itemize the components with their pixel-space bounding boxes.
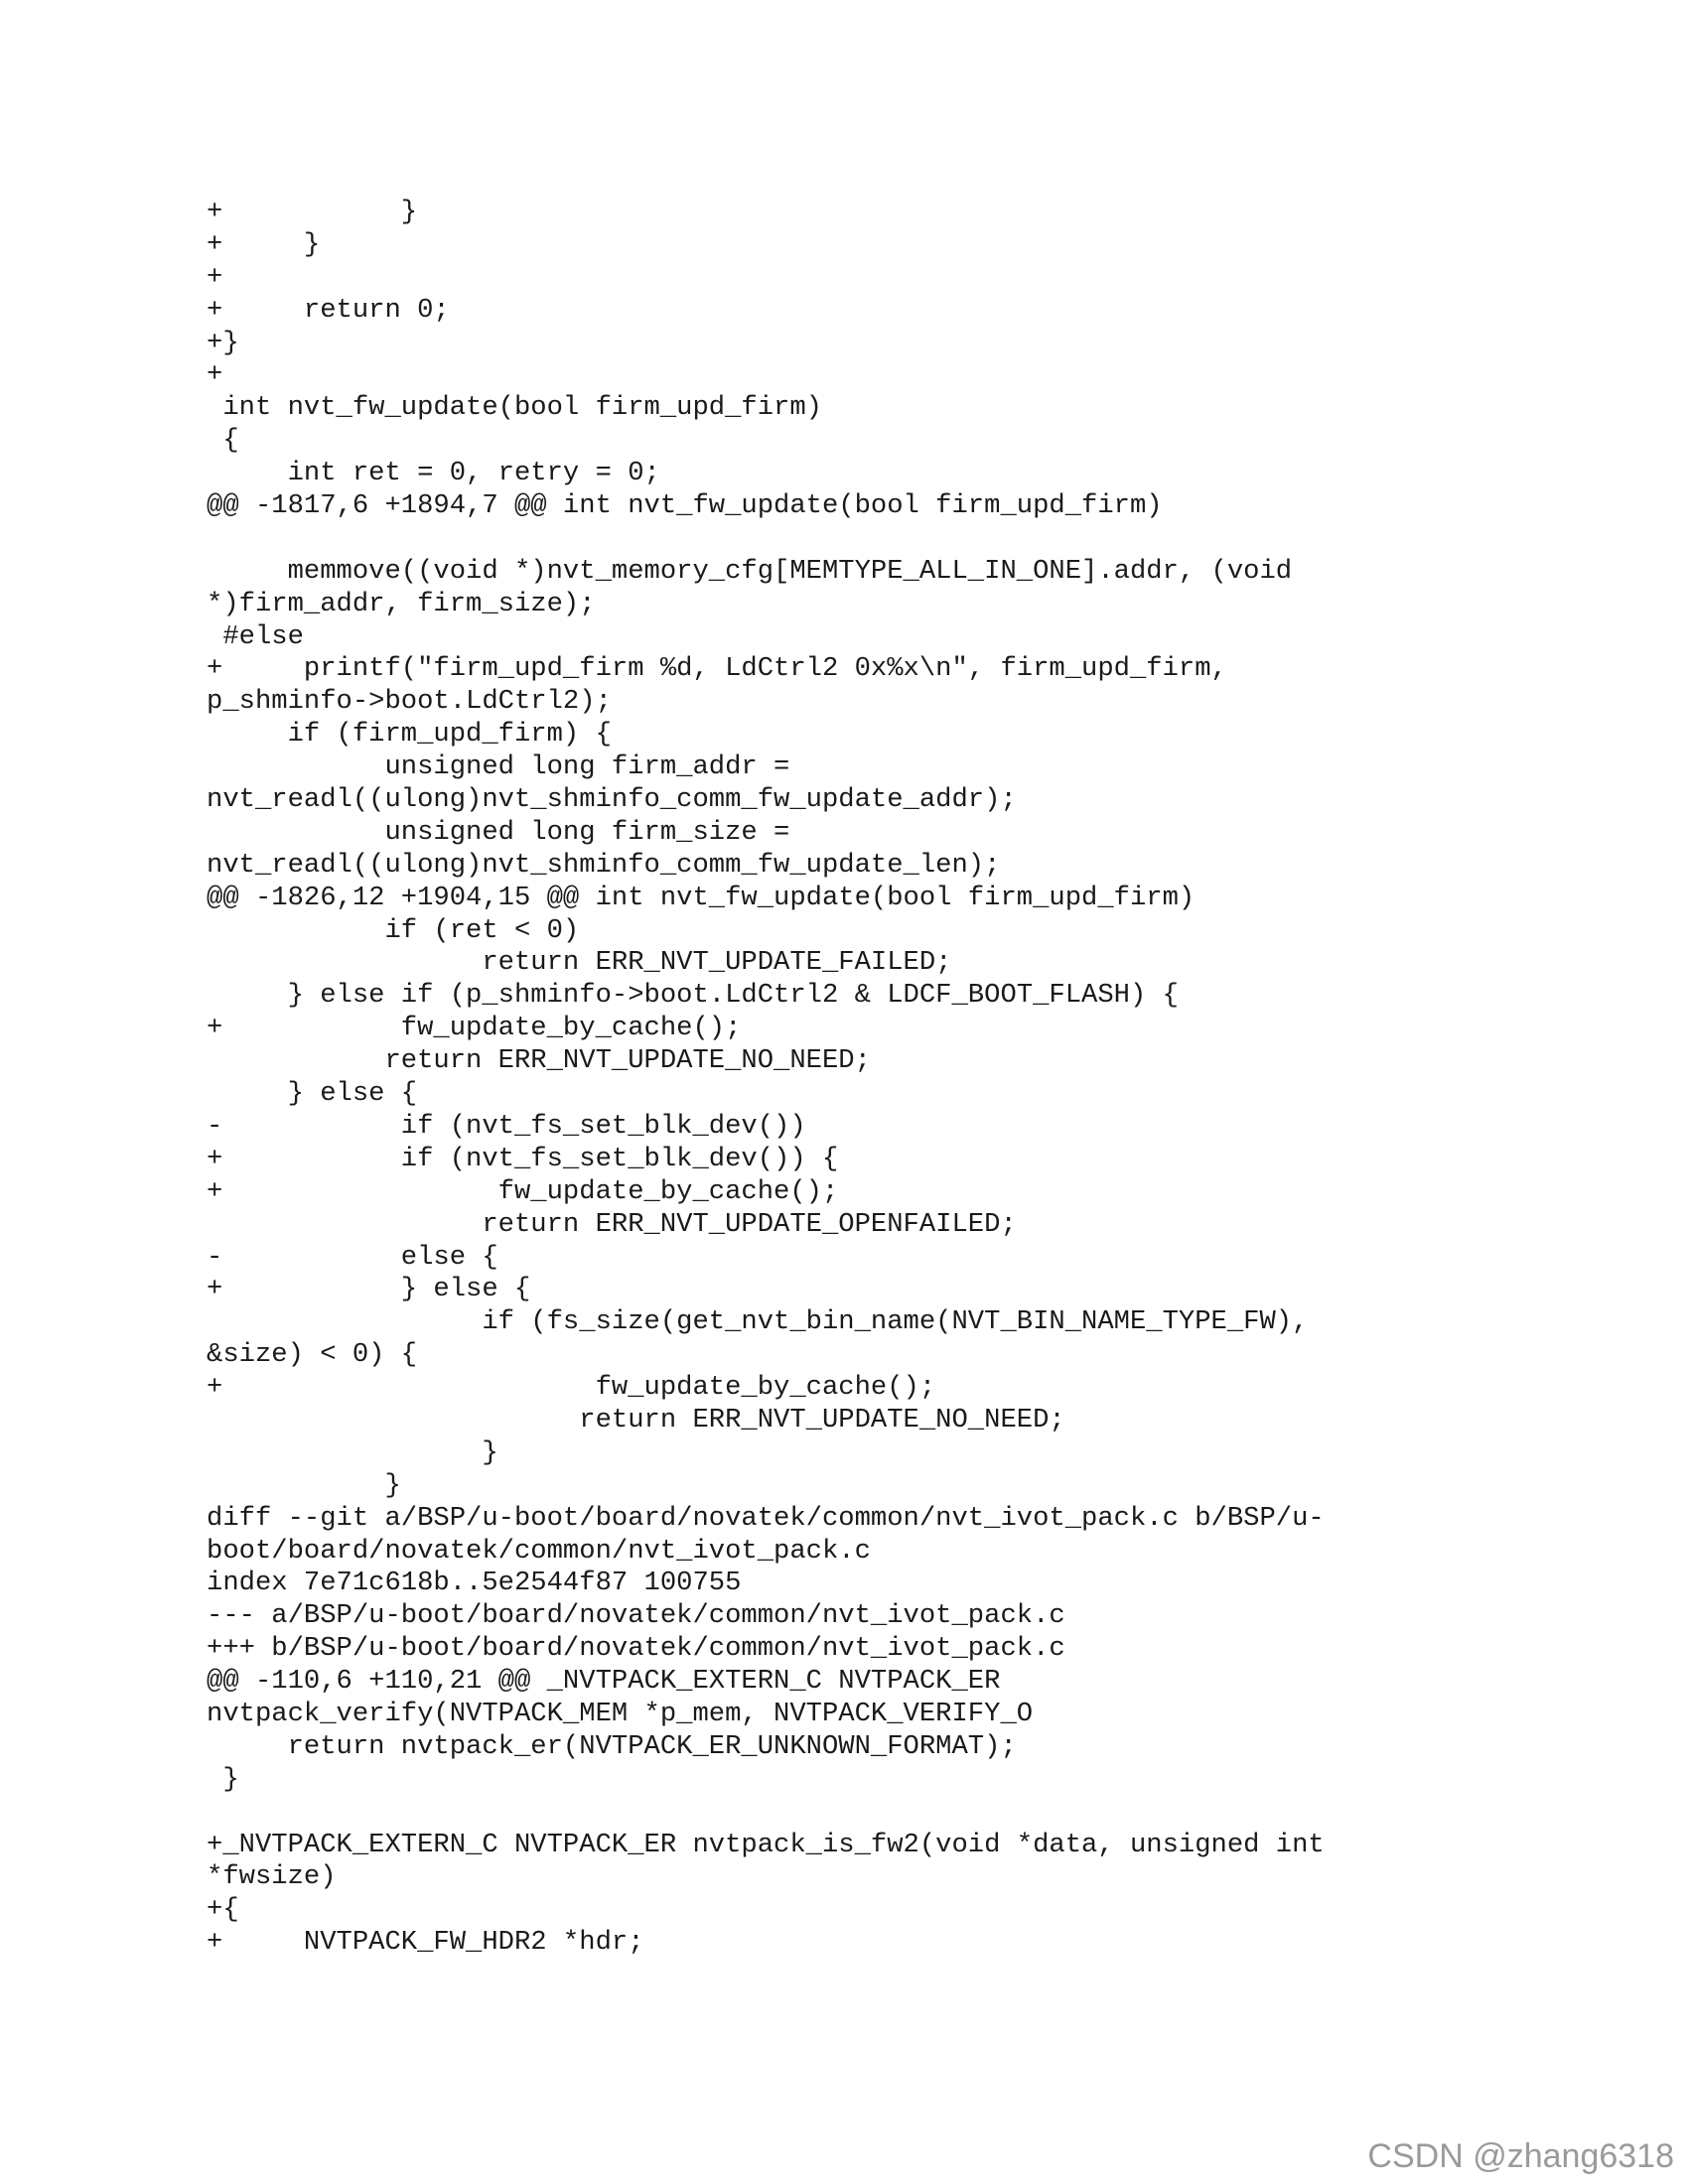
code-line: return nvtpack_er(NVTPACK_ER_UNKNOWN_FORMAT);: [207, 1730, 1017, 1762]
code-line: memmove((void *)nvt_memory_cfg[MEMTYPE_ALL_IN_ONE].addr, (void: [207, 555, 1293, 587]
code-line: + printf("firm_upd_firm %d, LdCtrl2 0x%x\n", firm_upd_firm,: [207, 653, 1227, 685]
code-line: [207, 1797, 1636, 1830]
code-line: if (fs_size(get_nvt_bin_name(NVT_BIN_NAME_TYPE_FW),: [207, 1306, 1309, 1338]
code-line: }: [207, 1763, 239, 1795]
code-line: + NVTPACK_FW_HDR2 *hdr;: [207, 1927, 644, 1959]
code-line: @@ -1826,12 +1904,15 @@ int nvt_fw_update(bool firm_upd_firm): [207, 882, 1196, 913]
code-line: }: [207, 1436, 498, 1468]
code-line: + fw_update_by_cache();: [207, 1013, 742, 1044]
code-line: boot/board/novatek/common/nvt_ivot_pack.c: [207, 1535, 871, 1567]
code-line: return ERR_NVT_UPDATE_FAILED;: [207, 947, 952, 979]
code-line: - if (nvt_fs_set_blk_dev()): [207, 1110, 806, 1142]
code-line: [207, 523, 1636, 556]
code-line: +{: [207, 1894, 239, 1926]
code-line: return ERR_NVT_UPDATE_NO_NEED;: [207, 1404, 1065, 1435]
code-line: if (ret < 0): [207, 914, 580, 946]
code-diff-block: [207, 197, 1636, 1960]
code-line: + fw_update_by_cache();: [207, 1372, 936, 1404]
code-line: --- a/BSP/u-boot/board/novatek/common/nvt_ivot_pack.c: [207, 1600, 1065, 1632]
code-line: @@ -110,6 +110,21 @@ _NVTPACK_EXTERN_C NVTPACK_ER: [207, 1666, 1001, 1698]
code-line: + if (nvt_fs_set_blk_dev()) {: [207, 1143, 839, 1174]
code-line: - else {: [207, 1241, 498, 1273]
code-line: +: [207, 359, 223, 391]
code-line: + }: [207, 228, 321, 260]
code-line: p_shminfo->boot.LdCtrl2);: [207, 686, 612, 718]
code-line: nvt_readl((ulong)nvt_shminfo_comm_fw_update_len);: [207, 849, 1001, 881]
code-line: return ERR_NVT_UPDATE_NO_NEED;: [207, 1045, 871, 1077]
code-line: } else {: [207, 1078, 418, 1110]
code-line: }: [207, 1469, 401, 1501]
code-line: unsigned long firm_size =: [207, 816, 790, 848]
code-line: +++ b/BSP/u-boot/board/novatek/common/nvt_ivot_pack.c: [207, 1633, 1065, 1665]
code-line: + fw_update_by_cache();: [207, 1175, 839, 1207]
code-line: {: [207, 425, 239, 457]
code-line: &size) < 0) {: [207, 1339, 418, 1371]
code-line: } else if (p_shminfo->boot.LdCtrl2 & LDCF_BOOT_FLASH) {: [207, 980, 1179, 1012]
code-line: +_NVTPACK_EXTERN_C NVTPACK_ER nvtpack_is_fw2(void *data, unsigned int: [207, 1829, 1325, 1860]
code-line: + return 0;: [207, 294, 450, 326]
code-line: + } else {: [207, 1274, 531, 1305]
code-line: @@ -1817,6 +1894,7 @@ int nvt_fw_update(bool firm_upd_firm): [207, 490, 1163, 522]
code-line: *fwsize): [207, 1861, 337, 1893]
code-line: if (firm_upd_firm) {: [207, 719, 612, 751]
code-line: +: [207, 261, 223, 293]
code-line: *)firm_addr, firm_size);: [207, 588, 596, 619]
code-line: + }: [207, 197, 418, 227]
code-line: return ERR_NVT_UPDATE_OPENFAILED;: [207, 1208, 1017, 1240]
code-line: int nvt_fw_update(bool firm_upd_firm): [207, 392, 822, 424]
code-line: index 7e71c618b..5e2544f87 100755: [207, 1568, 742, 1599]
code-line: int ret = 0, retry = 0;: [207, 458, 660, 489]
code-line: diff --git a/BSP/u-boot/board/novatek/common/nvt_ivot_pack.c b/BSP/u-: [207, 1502, 1325, 1534]
code-line: nvt_readl((ulong)nvt_shminfo_comm_fw_update_addr);: [207, 784, 1017, 816]
code-line: #else: [207, 620, 304, 652]
watermark: CSDN @zhang6318: [1367, 2137, 1674, 2175]
code-line: unsigned long firm_addr =: [207, 751, 790, 783]
code-line: nvtpack_verify(NVTPACK_MEM *p_mem, NVTPACK_VERIFY_O: [207, 1698, 1034, 1729]
code-line: +}: [207, 327, 239, 358]
